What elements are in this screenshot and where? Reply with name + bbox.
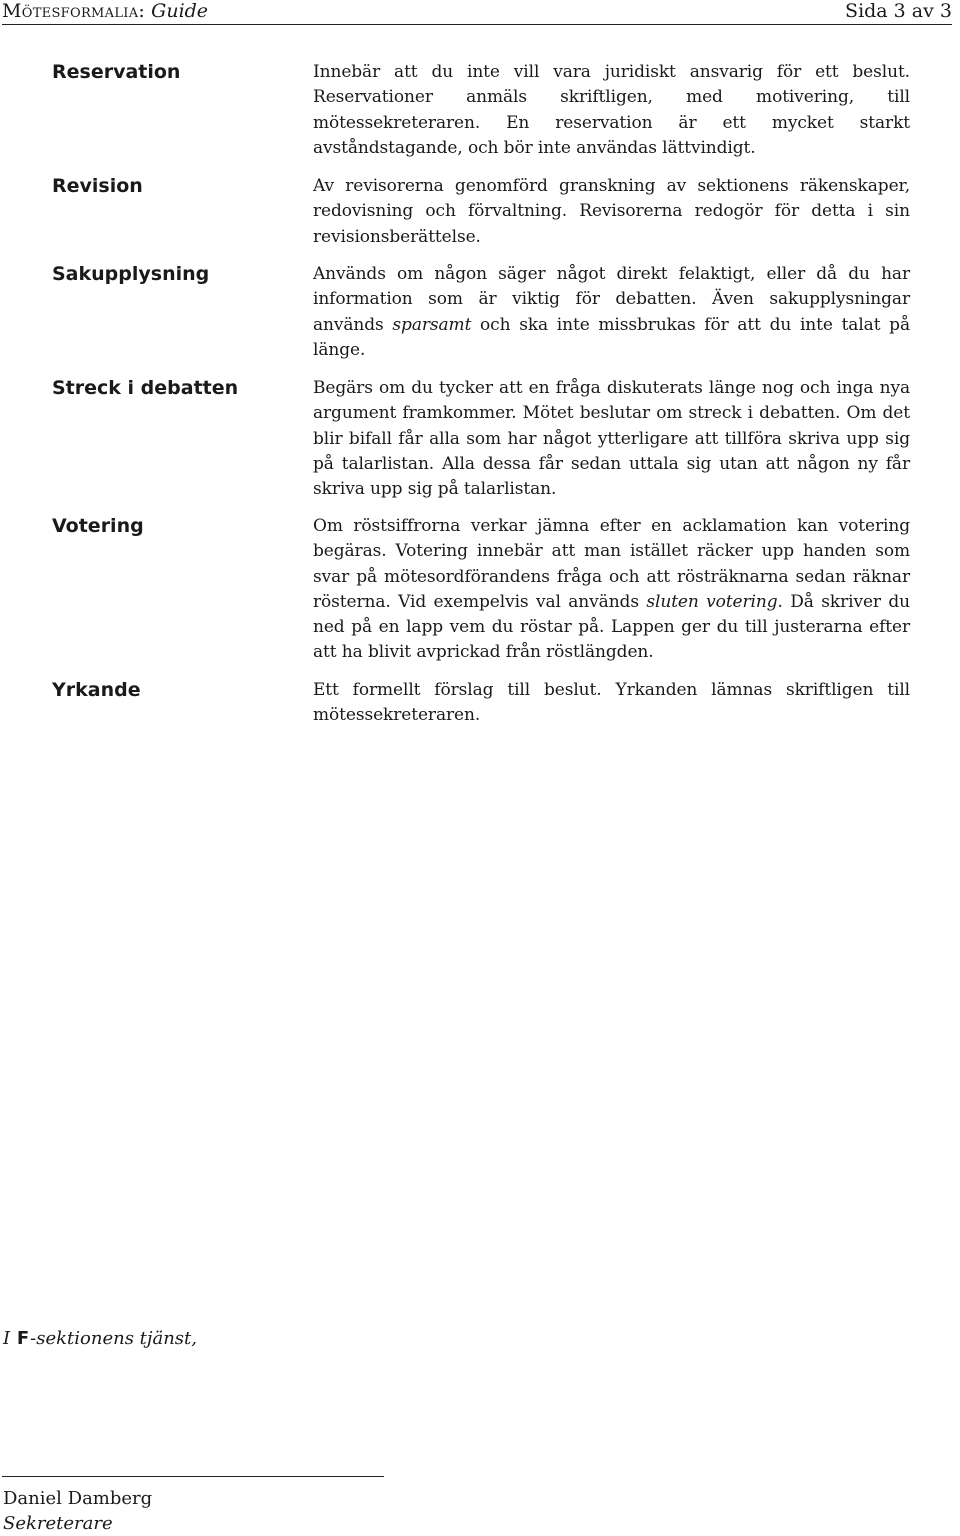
term-revision: Revision	[52, 175, 143, 197]
signature-line	[2, 1476, 384, 1477]
f-section-logo-icon: F	[16, 1328, 30, 1349]
definition-text: Används om någon säger något direkt felaktigt, eller då du har information som är viktig för debatten. Även sakupplysningar används	[313, 264, 910, 335]
closing-line	[3, 1326, 197, 1352]
definition-revision: Av revisorerna genomförd granskning av sektionens räkenskaper, redovisning och förvaltning. Revisorerna redogör för detta i sin revisionsberättelse.	[313, 176, 910, 247]
term-votering: Votering	[52, 515, 144, 537]
definition-text: . Då skriver du ned på en lapp vem du röstar på. Lappen ger du till justerarna efter att ha blivit avprickad från röstlängden.	[313, 591, 910, 663]
signatory-title: Sekreterare	[3, 1513, 113, 1534]
term-reservation: Reservation	[52, 61, 181, 83]
term-streck-i-debatten: Streck i debatten	[52, 377, 239, 399]
document-subtitle: Guide	[151, 0, 209, 22]
definition-emphasis: sluten votering	[646, 591, 778, 612]
term-yrkande: Yrkande	[52, 679, 141, 701]
definition-text: och ska inte missbrukas för att du inte talat på länge.	[313, 314, 910, 360]
page-number: Sida 3 av 3	[845, 0, 952, 22]
definition-streck-i-debatten: Begärs om du tycker att en fråga diskuterats länge nog och inga nya argument framkommer. Mötet beslutar om streck i debatten. Om det blir bifall får alla som har något ytterligare att tillföra skriva upp sig på talarlistan. Alla dessa får sedan uttala sig utan att någon ny får skriva upp sig på talarlistan.	[313, 378, 910, 500]
definition-yrkande: Ett formellt förslag till beslut. Yrkanden lämnas skriftligen till mötessekreteraren.	[313, 680, 910, 726]
page-header	[2, 0, 952, 25]
closing-suffix: -sektionens tjänst,	[30, 1328, 197, 1349]
definition-text: Om röstsiffrorna verkar jämna efter en acklamation kan votering begäras. Votering innebär att man istället räcker upp handen som svar på mötesordförandens fråga och att rösträknarna sedan räknar rösterna. Vid exempelvis val används	[313, 516, 910, 612]
signatory-name: Daniel Damberg	[3, 1488, 153, 1509]
definition-reservation: Innebär att du inte vill vara juridiskt ansvarig för ett beslut. Reservationer anmäls skriftligen, med motivering, till mötessekreteraren. En reservation är ett mycket starkt avståndstagande, och bör inte användas lättvindigt.	[313, 62, 910, 158]
document-title: Mötesformalia:	[2, 0, 146, 22]
closing-prefix: I	[3, 1328, 11, 1349]
header-title	[2, 0, 208, 22]
definition-emphasis: sparsamt	[392, 314, 472, 335]
definition-sakupplysning	[313, 262, 910, 363]
definition-votering	[313, 514, 910, 666]
term-sakupplysning: Sakupplysning	[52, 263, 210, 285]
